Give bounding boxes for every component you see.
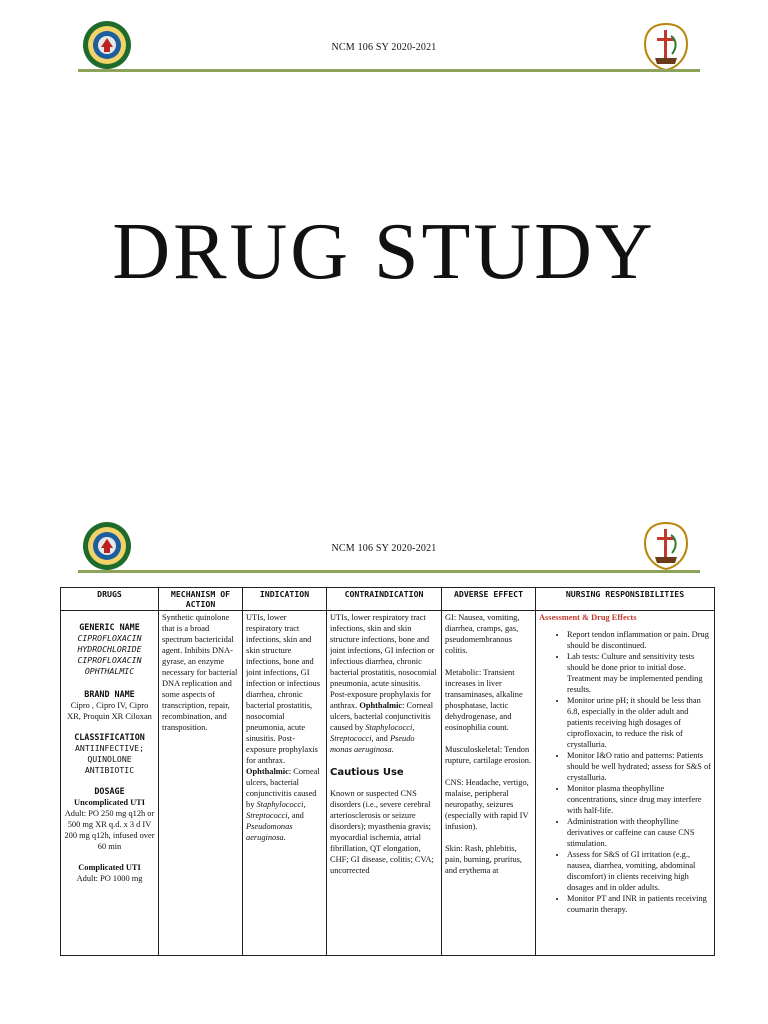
uncomplicated-uti-label: Uncomplicated UTI (74, 798, 145, 807)
adverse-effect-cell (442, 611, 536, 956)
classification-line: ANTIBIOTIC (84, 765, 135, 775)
conjunction-text: and (375, 734, 388, 743)
cautious-use-heading: Cautious Use (330, 767, 404, 778)
mechanism-cell (159, 611, 243, 956)
ophthalmic-label: Ophthalmic (359, 701, 403, 710)
assessment-heading: Assessment & Drug Effects (539, 613, 637, 622)
mechanism-text: Synthetic quinolone that is a broad spectrum bactericidal agent. Inhibits DNA-gyrase, an enzyme necessary for bacterial DNA replication and some aspects of transcription, repair, recombination, and transposition. (162, 613, 238, 732)
header-course-text: NCM 106 SY 2020-2021 (331, 543, 437, 554)
header-divider (78, 570, 700, 573)
list-item: • Administration with theophylline derivatives or caffeine can cause CNS stimulation. (567, 816, 711, 849)
brand-name-label: BRAND NAME (84, 689, 135, 699)
conjunction-text: and (291, 811, 304, 820)
drugs-cell (61, 611, 159, 956)
organism-names: Staphylococci, Streptococci, (246, 800, 306, 820)
nursing-list (539, 629, 711, 915)
col-header-mechanism: MECHANISM OF ACTION (159, 588, 243, 611)
complicated-uti-dose: Adult: PO 1000 mg (76, 874, 143, 883)
header-divider (78, 69, 700, 72)
ophthalmic-text: : Corneal ulcers, bacterial conjunctivitis caused by (330, 701, 434, 732)
page-title: DRUG STUDY (112, 208, 656, 296)
contraindication-cell (327, 611, 442, 956)
col-header-adverse-effect: ADVERSE EFFECT (442, 588, 536, 611)
church-emblem-logo (643, 22, 689, 72)
adverse-gi: GI: Nausea, vomiting, diarrhea, cramps, gas, pseudomembranous colitis. (445, 613, 520, 655)
ophthalmic-text: : Corneal ulcers, bacterial conjunctivitis caused by (246, 767, 320, 809)
generic-name-line: OPHTHALMIC (84, 666, 135, 676)
organism-names: Staphylococci, Streptococci, (330, 723, 415, 743)
adverse-cns: CNS: Headache, vertigo, malaise, peripheral neuropathy, seizures (especially with rapid IV infusion). (445, 778, 529, 831)
organism-names: Pseudo monas aeruginosa. (330, 734, 415, 754)
col-header-indication: INDICATION (243, 588, 327, 611)
uncomplicated-uti-dose: Adult: PO 250 mg q12h or 500 mg XR q.d. x 3 d IV 200 mg q12h, infused over 60 min (64, 809, 155, 851)
generic-name-label: GENERIC NAME (79, 622, 140, 632)
list-item: • Report tendon inflammation or pain. Drug should be discontinued. (567, 629, 711, 651)
classification-line: QUINOLONE (87, 754, 132, 764)
cautious-use-text: Known or suspected CNS disorders (i.e., severe cerebral arteriosclerosis or seizure disorders); myasthenia gravis; myocardial ischemia, atrial fibrillation, QT elongation, CHF; GI disease, colitis; CVA; uncorrected (330, 789, 434, 875)
adverse-skin: Skin: Rash, phlebitis, pain, burning, pruritus, and erythema at (445, 844, 522, 875)
table-header-row (61, 588, 715, 611)
list-item: • Monitor urine pH; it should be less than 6.8, especially in the older adult and patients receiving high dosages of ciprofloxacin, to reduce the risk of crystalluria. (567, 695, 711, 750)
col-header-contraindication: CONTRAINDICATION (327, 588, 442, 611)
indication-text: UTIs, lower respiratory tract infections, skin and skin structure infections, bone and joint infections, GI infection or infectious diarrhea, chronic bacterial prostatitis, nosocomial pneumonia, acute sinusitis. Post-exposure prophylaxis for anthrax. (246, 613, 320, 765)
classification-label: CLASSIFICATION (74, 732, 145, 742)
adverse-metabolic: Metabolic: Transient increases in liver transaminases, alkaline phosphatase, lactic dehydrogenase, and eosinophilia count. (445, 668, 523, 732)
list-item: • Monitor plasma theophylline concentrations, since drug may interfere with half-life. (567, 783, 711, 816)
list-item: • Lab tests: Culture and sensitivity tests should be done prior to initial dose. Treatment may be implemented pending results. (567, 651, 711, 695)
table-row (61, 611, 715, 956)
church-emblem-logo (643, 521, 689, 571)
col-header-drugs: DRUGS (61, 588, 159, 611)
classification-line: ANTIINFECTIVE; (74, 743, 144, 753)
generic-name-line: CIPROFLOXACIN (77, 633, 142, 643)
ophthalmic-label: Ophthalmic (246, 767, 289, 776)
complicated-uti-label: Complicated UTI (78, 863, 141, 872)
list-item: • Assess for S&S of GI irritation (e.g., nausea, diarrhea, vomiting, abdominal discomfort) in clients receiving high dosages and in older adults. (567, 849, 711, 893)
organism-names: Pseudomonas aeruginosa. (246, 822, 293, 842)
drug-study-table (60, 587, 715, 956)
contraindication-text: UTIs, lower respiratory tract infections, skin and skin structure infections, bone and joint infections, GI infection or infectious diarrhea, chronic bacterial prostatitis, nosocomial pneumonia, acute sinusitis. Post-exposure prophylaxis for anthrax. (330, 613, 437, 710)
adverse-musculoskeletal: Musculoskeletal: Tendon rupture, cartilage erosion. (445, 745, 532, 765)
list-item: • Monitor PT and INR in patients receiving coumarin therapy. (567, 893, 711, 915)
generic-name-line: CIPROFLOXACIN (77, 655, 142, 665)
nursing-cell (536, 611, 715, 956)
generic-name-line: HYDROCHLORIDE (77, 644, 142, 654)
indication-cell (243, 611, 327, 956)
dosage-label: DOSAGE (94, 786, 125, 796)
brand-name-text: Cipro , Cipro IV, Cipro XR, Proquin XR Ciloxan (67, 701, 152, 721)
list-item: • Monitor I&O ratio and patterns: Patients should be well hydrated; assess for S&S of crystalluria. (567, 750, 711, 783)
header-course-text: NCM 106 SY 2020-2021 (331, 42, 437, 53)
col-header-nursing: NURSING RESPONSIBILITIES (536, 588, 715, 611)
